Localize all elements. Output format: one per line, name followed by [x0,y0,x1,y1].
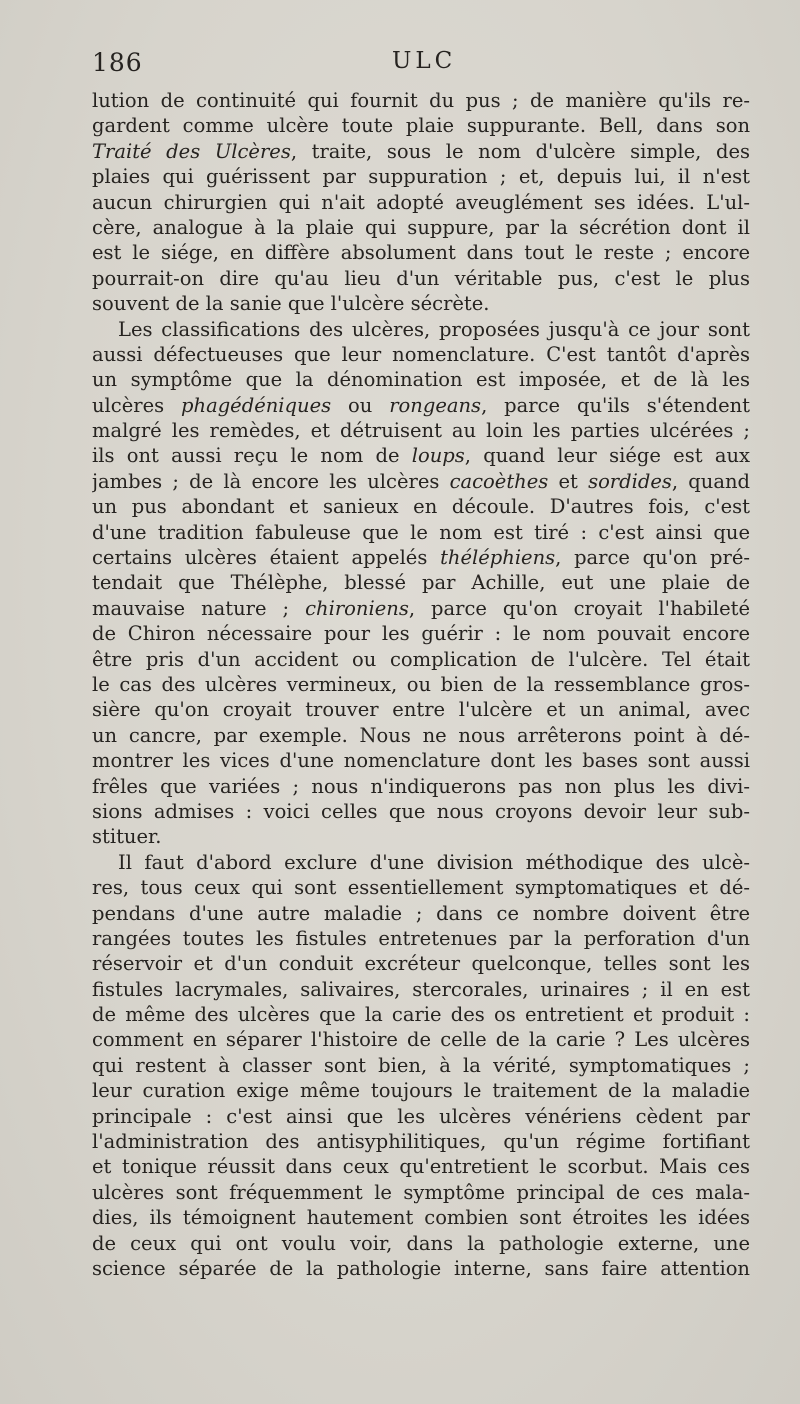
text-run: fistules lacrymales, salivaires, stercorales, urinaires ; il en est [92,977,750,1001]
text-line [92,621,750,646]
text-line [92,1053,750,1078]
text-run: est le siége, en diffère absolument dans tout le reste ; encore [92,241,750,265]
text-line [92,113,750,138]
text-line [92,926,750,951]
text-run: , parce qu'on pré- [555,546,750,570]
text-line [92,977,750,1002]
text-run: sière qu'on croyait trouver entre l'ulcère et un animal, avec [92,698,750,722]
text-run: leur curation exige même toujours le traitement de la maladie [92,1079,750,1103]
text-run: ulcères sont fréquemment le symptôme principal de ces mala- [92,1180,750,1204]
text-run: , parce qu'ils s'étendent [481,393,750,417]
text-line [92,1129,750,1154]
text-line [92,266,750,291]
text-line [92,342,750,367]
text-line [92,1180,750,1205]
text-run: sions admises : voici celles que nous croyons devoir leur sub- [92,799,750,823]
text-run: le cas des ulcères vermineux, ou bien de la ressemblance gros- [92,672,750,696]
text-run: malgré les remèdes, et détruisent au loin les parties ulcérées ; [92,419,750,443]
text-line [92,1104,750,1129]
text-line [92,901,750,926]
text-run: gardent comme ulcère toute plaie suppurante. Bell, dans son [92,114,750,138]
text-line [92,1002,750,1027]
text-run: rangées toutes les fistules entretenues par la perforation d'un [92,926,750,950]
text-line [92,799,750,824]
text-line [92,494,750,519]
text-run: pourrait-on dire qu'au lieu d'un véritable pus, c'est le plus [92,266,750,290]
italic-term: phagédéniques [181,393,332,417]
text-run: être pris d'un accident ou complication de l'ulcère. Tel était [92,647,750,671]
text-line [92,190,750,215]
text-line [92,418,750,443]
text-run: et tonique réussit dans ceux qu'entretient le scorbut. Mais ces [92,1155,750,1179]
italic-term: loups [411,444,465,468]
text-run: , quand leur siége est aux [464,444,750,468]
text-line [92,317,750,342]
text-run: pendans d'une autre maladie ; dans ce nombre doivent être [92,901,750,925]
text-line [92,469,750,494]
text-run: de ceux qui ont voulu voir, dans la pathologie externe, une [92,1231,750,1255]
text-line [92,1078,750,1103]
text-line [92,647,750,672]
text-line [92,215,750,240]
text-line [92,570,750,595]
text-line [92,367,750,392]
text-run: comment en séparer l'histoire de celle de la carie ? Les ulcères [92,1028,750,1052]
text-run: mauvaise nature ; [92,596,306,620]
text-run: un symptôme que la dénomination est imposée, et de là les [92,368,750,392]
text-run: de Chiron nécessaire pour les guérir : le nom pouvait encore [92,622,750,646]
text-line [92,723,750,748]
text-line [92,875,750,900]
text-run: jambes ; de là encore les ulcères [92,469,450,493]
text-run: stituer. [92,825,162,849]
text-run: , parce qu'on croyait l'habileté [408,596,750,620]
text-line [92,1256,750,1281]
text-run: montrer les vices d'une nomenclature dont les bases sont aussi [92,749,750,773]
text-run: certains ulcères étaient appelés [92,546,441,570]
text-run: principale : c'est ainsi que les ulcères vénériens cèdent par [92,1104,750,1128]
text-run: aussi défectueuses que leur nomenclature. C'est tantôt d'après [92,342,750,366]
text-line [92,1205,750,1230]
page-number: 186 [92,48,143,77]
text-line [92,697,750,722]
text-line [92,520,750,545]
text-line [92,748,750,773]
running-head: ULC [392,48,457,74]
italic-term: Traité des Ulcères [92,139,291,163]
text-run: ulcères [92,393,182,417]
text-run: dies, ils témoignent hautement combien sont étroites les idées [92,1206,750,1230]
text-run: , quand [671,469,750,493]
text-run: ils ont aussi reçu le nom de [92,444,412,468]
text-line [92,443,750,468]
italic-term: chironiens [305,596,409,620]
italic-term: sordides [588,469,672,493]
text-run: aucun chirurgien qui n'ait adopté aveuglément ses idées. L'ul- [92,190,750,214]
text-line [92,850,750,875]
text-line [92,951,750,976]
text-line [92,1231,750,1256]
text-body [92,88,750,1281]
text-run: frêles que variées ; nous n'indiquerons pas non plus les divi- [92,774,750,798]
text-run: , traite, sous le nom d'ulcère simple, des [290,139,750,163]
text-line [92,393,750,418]
text-line [92,240,750,265]
text-run: Il faut d'abord exclure d'une division méthodique des ulcè- [118,850,750,874]
text-line [92,164,750,189]
text-line [92,1154,750,1179]
text-line [92,88,750,113]
text-line [92,545,750,570]
text-run: plaies qui guérissent par suppuration ; et, depuis lui, il n'est [92,165,750,189]
italic-term: théléphiens [440,546,556,570]
italic-term: cacoèthes [449,469,549,493]
text-run: souvent de la sanie que l'ulcère sécrète. [92,292,490,316]
text-run: cère, analogue à la plaie qui suppure, par la sécrétion dont il [92,215,750,239]
text-run: qui restent à classer sont bien, à la vérité, symptomatiques ; [92,1053,750,1077]
text-run: tendait que Thélèphe, blessé par Achille, eut une plaie de [92,571,750,595]
text-line [92,291,750,316]
text-run: science séparée de la pathologie interne, sans faire attention [92,1256,750,1280]
text-line [92,139,750,164]
page-header [92,48,752,84]
text-run: réservoir et d'un conduit excréteur quelconque, telles sont les [92,952,750,976]
text-run: l'administration des antisyphilitiques, qu'un régime fortifiant [92,1130,750,1154]
text-line [92,824,750,849]
text-run: lution de continuité qui fournit du pus ; de manière qu'ils re- [92,89,750,112]
text-run: et [548,469,589,493]
text-run: res, tous ceux qui sont essentiellement symptomatiques et dé- [92,876,750,900]
text-run: de même des ulcères que la carie des os entretient et produit : [92,1003,750,1027]
text-run: ou [331,393,390,417]
text-run: un cancre, par exemple. Nous ne nous arrêterons point à dé- [92,723,750,747]
text-line [92,1027,750,1052]
text-line [92,672,750,697]
text-run: un pus abondant et sanieux en découle. D'autres fois, c'est [92,495,750,519]
italic-term: rongeans [389,393,482,417]
text-line [92,774,750,799]
text-line [92,596,750,621]
text-run: d'une tradition fabuleuse que le nom est tiré : c'est ainsi que [92,520,750,544]
text-run: Les classifications des ulcères, proposées jusqu'à ce jour sont [118,317,750,341]
